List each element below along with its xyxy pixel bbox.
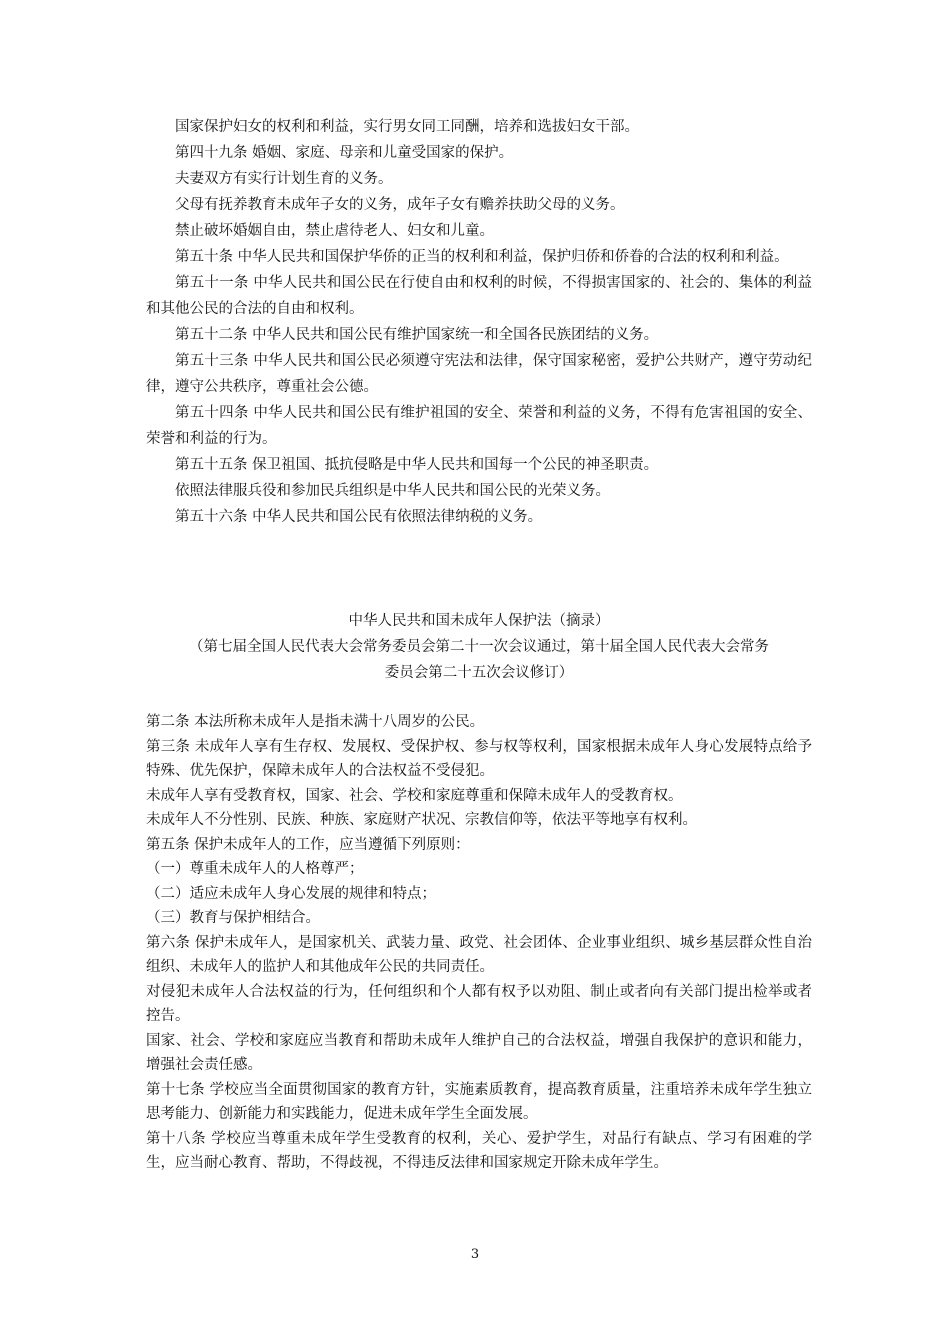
- paragraph: 依照法律服兵役和参加民兵组织是中华人民共和国公民的光荣义务。: [175, 483, 610, 499]
- paragraph: 第五十三条 中华人民共和国公民必须遵守宪法和法律，保守国家秘密，爱护公共财产，遵守劳动纪律，遵守公共秩序，尊重社会公德。: [146, 353, 812, 395]
- constitution-excerpt: [146, 114, 812, 530]
- paragraph: 第五十条 中华人民共和国保护华侨的正当的权利和利益，保护归侨和侨眷的合法的权利和利益。: [175, 249, 789, 265]
- law-subtitle-line-2: 委员会第二十五次会议修订）: [384, 665, 574, 681]
- law-subtitle-line-1: （第七届全国人民代表大会常务委员会第二十一次会议通过，第十届全国人民代表大会常务: [189, 639, 769, 655]
- paragraph: 对侵犯未成年人合法权益的行为，任何组织和个人都有权予以劝阻、制止或者向有关部门提出检举或者控告。: [146, 983, 812, 1024]
- paragraph: 第五条 保护未成年人的工作，应当遵循下列原则：: [146, 836, 470, 853]
- paragraph: 第五十四条 中华人民共和国公民有维护祖国的安全、荣誉和利益的义务，不得有危害祖国的安全、荣誉和利益的行为。: [146, 405, 812, 447]
- paragraph: 第三条 未成年人享有生存权、发展权、受保护权、参与权等权利，国家根据未成年人身心发展特点给予特殊、优先保护，保障未成年人的合法权益不受侵犯。: [146, 738, 812, 779]
- law-title: 中华人民共和国未成年人保护法（摘录）: [348, 613, 610, 629]
- paragraph: 国家保护妇女的权利和利益，实行男女同工同酬，培养和选拔妇女干部。: [175, 119, 639, 135]
- paragraph: 国家、社会、学校和家庭应当教育和帮助未成年人维护自己的合法权益，增强自我保护的意识和能力，增强社会责任感。: [146, 1032, 812, 1073]
- paragraph: 第五十二条 中华人民共和国公民有维护国家统一和全国各民族团结的义务。: [175, 327, 659, 343]
- paragraph: 第五十六条 中华人民共和国公民有依照法律纳税的义务。: [175, 509, 543, 525]
- list-item: （三）教育与保护相结合。: [146, 910, 320, 926]
- law-heading: [146, 608, 812, 686]
- paragraph: 第五十五条 保卫祖国、抵抗侵略是中华人民共和国每一个公民的神圣职责。: [175, 457, 659, 473]
- paragraph: 未成年人不分性别、民族、种族、家庭财产状况、宗教信仰等，依法平等地享有权利。: [146, 812, 697, 828]
- page-number: 3: [470, 1247, 480, 1262]
- list-item: （二）适应未成年人身心发展的规律和特点；: [146, 885, 436, 902]
- paragraph: 禁止破坏婚姻自由，禁止虐待老人、妇女和儿童。: [175, 223, 494, 239]
- paragraph: 夫妻双方有实行计划生育的义务。: [175, 171, 393, 187]
- paragraph: 第二条 本法所称未成年人是指未满十八周岁的公民。: [146, 714, 485, 730]
- paragraph: 第四十九条 婚姻、家庭、母亲和儿童受国家的保护。: [175, 145, 514, 161]
- paragraph: 第十八条 学校应当尊重未成年学生受教育的权利，关心、爱护学生，对品行有缺点、学习有困难的学生，应当耐心教育、帮助，不得歧视，不得违反法律和国家规定开除未成年学生。: [146, 1130, 812, 1171]
- paragraph: 父母有抚养教育未成年子女的义务，成年子女有赡养扶助父母的义务。: [175, 197, 625, 213]
- paragraph: 第十七条 学校应当全面贯彻国家的教育方针，实施素质教育，提高教育质量，注重培养未成年学生独立思考能力、创新能力和实践能力，促进未成年学生全面发展。: [146, 1081, 812, 1122]
- paragraph: 第六条 保护未成年人，是国家机关、武装力量、政党、社会团体、企业事业组织、城乡基层群众性自治组织、未成年人的监护人和其他成年公民的共同责任。: [146, 934, 812, 975]
- list-item: （一）尊重未成年人的人格尊严；: [146, 861, 364, 877]
- paragraph: 未成年人享有受教育权，国家、社会、学校和家庭尊重和保障未成年人的受教育权。: [146, 787, 683, 804]
- minor-protection-law-excerpt: [146, 710, 812, 1176]
- paragraph: 第五十一条 中华人民共和国公民在行使自由和权利的时候，不得损害国家的、社会的、集体的利益和其他公民的合法的自由和权利。: [146, 275, 812, 317]
